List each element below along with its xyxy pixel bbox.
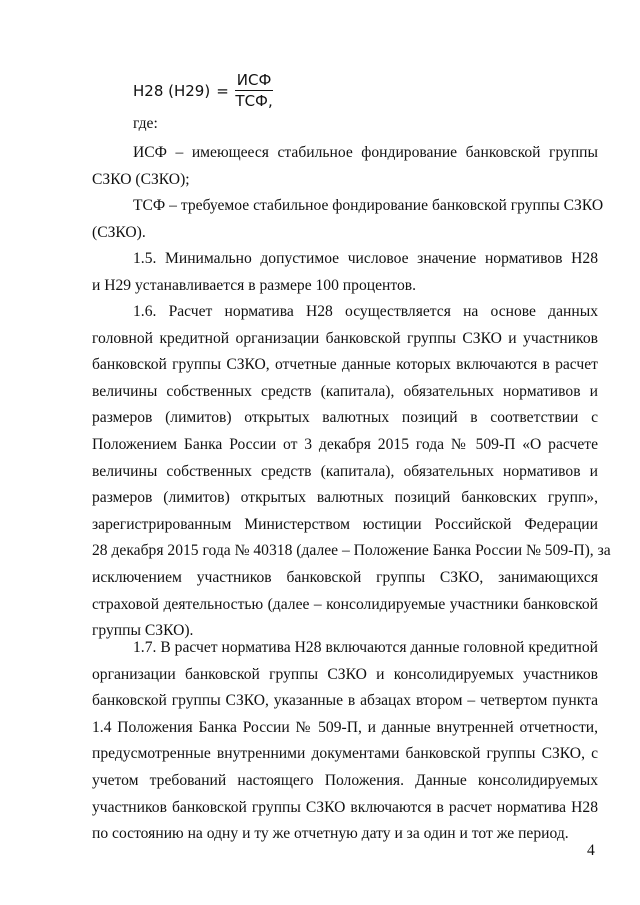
text-line: организации банковской группы СЗКО и консолидируемых участников — [92, 665, 598, 683]
text-line: банковской группы СЗКО, указанные в абзацах втором – четвертом пункта — [92, 692, 598, 710]
text-line: учетом требований настоящего Положения. Данные консолидируемых — [92, 771, 598, 789]
text-line: банковской группы СЗКО, отчетные данные которых включаются в расчет — [92, 356, 598, 374]
formula-denominator: ТСФ, — [235, 92, 273, 110]
paragraph-1-5 — [92, 246, 598, 299]
text-line: 1.6. Расчет норматива Н28 осуществляется на основе данных — [133, 303, 598, 320]
formula-fraction — [235, 72, 274, 109]
text-line: страховой деятельностью (далее – консолидируемые участники банковской — [92, 595, 598, 613]
text-line: 1.5. Минимально допустимое числовое значение нормативов Н28 — [133, 250, 598, 267]
text-line: размеров (лимитов) открытых валютных позиций в соответствии с — [92, 409, 598, 427]
text-line: исключением участников банковской группы СЗКО, занимающихся — [92, 568, 598, 586]
formula-numerator: ИСФ — [236, 71, 272, 89]
text-line: участников банковской группы СЗКО включаются в расчет норматива Н28 — [92, 798, 598, 816]
definition-isf — [92, 140, 598, 193]
definition-tsf — [92, 193, 604, 246]
where-label: где: — [133, 115, 158, 132]
text-line: предусмотренные внутренними документами банковской группы СЗКО, с — [92, 745, 598, 763]
text-line: ИСФ – имеющееся стабильное фондирование банковской группы — [133, 144, 598, 161]
text-line: (СЗКО). — [92, 223, 146, 241]
text-line: величины собственных средств (капитала), обязательных нормативов и — [92, 462, 598, 480]
paragraph-1-7 — [92, 635, 598, 848]
text-line: 28 декабря 2015 года № 40318 (далее – Положение Банка России № 509-П), за — [92, 542, 611, 560]
paragraph-1-6 — [92, 299, 611, 645]
formula — [133, 72, 273, 109]
text-line: по состоянию на одну и ту же отчетную дату и за один и тот же период. — [92, 825, 569, 843]
text-line: СЗКО (СЗКО); — [92, 170, 190, 188]
text-line: 1.4 Положения Банка России № 509-П, и данные внутренней отчетности, — [92, 718, 598, 736]
text-line: зарегистрированным Министерством юстиции Российской Федерации — [92, 515, 598, 533]
page-number: 4 — [587, 842, 595, 859]
text-line: и Н29 устанавливается в размере 100 процентов. — [92, 276, 417, 294]
formula-equals: = — [216, 81, 229, 100]
text-line: размеров (лимитов) открытых валютных позиций банковских групп», — [92, 489, 598, 507]
text-line: ТСФ – требуемое стабильное фондирование банковской группы СЗКО — [133, 197, 604, 214]
text-line: Положением Банка России от 3 декабря 2015 года № 509-П «О расчете — [92, 435, 598, 453]
formula-lhs: Н28 (Н29) — [133, 81, 211, 100]
text-line: величины собственных средств (капитала), обязательных нормативов и — [92, 382, 598, 400]
text-line: головной кредитной организации банковской группы СЗКО и участников — [92, 329, 598, 347]
text-line: группы СЗКО). — [92, 622, 194, 640]
text-line: 1.7. В расчет норматива Н28 включаются данные головной кредитной — [133, 639, 598, 656]
